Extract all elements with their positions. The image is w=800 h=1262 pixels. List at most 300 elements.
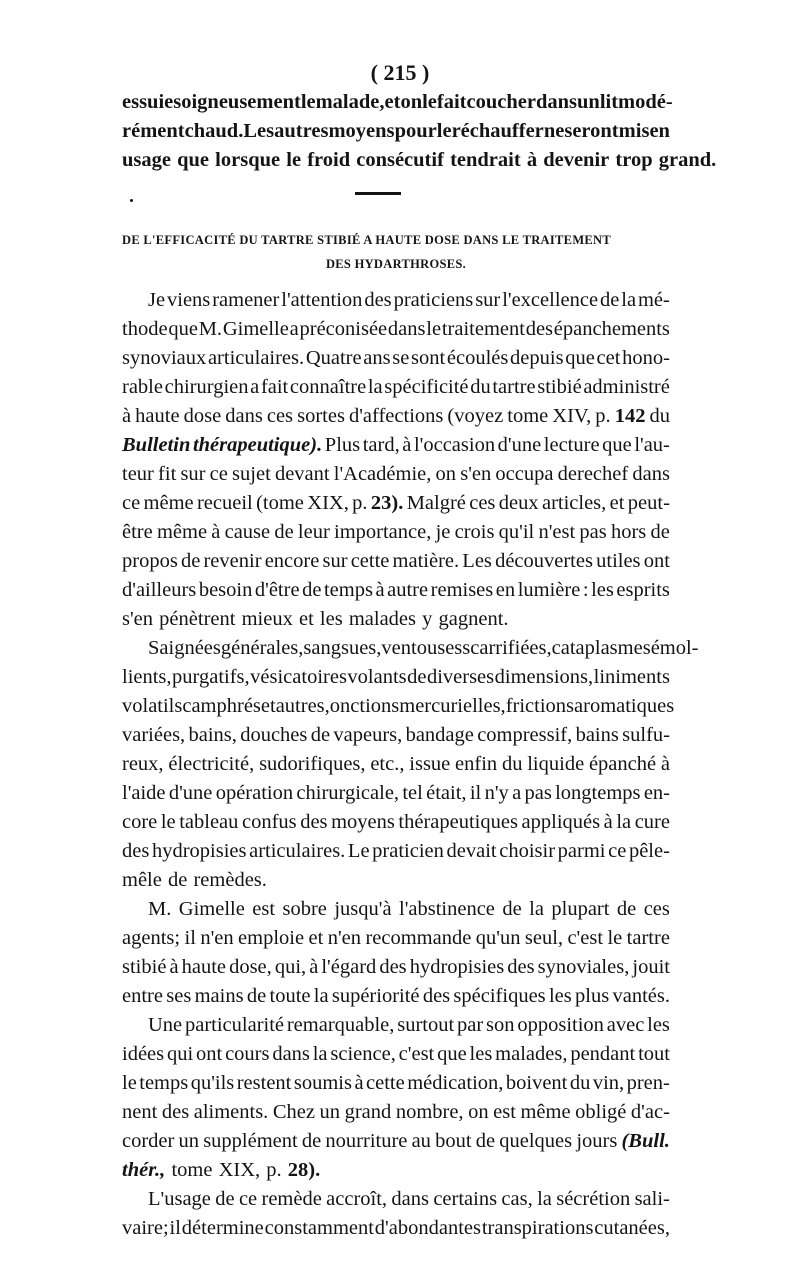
body-line bbox=[122, 1098, 670, 1127]
word: s'en bbox=[122, 608, 154, 630]
word: avec bbox=[606, 1014, 645, 1036]
word: à bbox=[354, 1072, 364, 1094]
word: Quatre bbox=[305, 347, 362, 369]
word: à bbox=[402, 434, 412, 456]
word: l'Académie, bbox=[333, 463, 432, 485]
word: préconisée bbox=[299, 318, 388, 340]
word: articulaires. bbox=[249, 840, 346, 862]
word: dose bbox=[183, 405, 222, 427]
word: Je bbox=[148, 289, 166, 311]
word: la bbox=[616, 811, 632, 833]
word: autres, bbox=[275, 695, 330, 717]
body-line bbox=[122, 982, 670, 1011]
word: mercurielles, bbox=[399, 695, 506, 717]
word: Une bbox=[148, 1014, 183, 1036]
word: spécifiques bbox=[453, 985, 546, 1007]
word: électricité, bbox=[168, 753, 255, 775]
body-line bbox=[122, 315, 670, 344]
word: vaire; bbox=[122, 1217, 169, 1239]
word: les bbox=[469, 1043, 493, 1065]
word: scarrifiées, bbox=[462, 637, 552, 659]
word: il bbox=[169, 1217, 181, 1239]
word: à bbox=[309, 956, 319, 978]
word: tartre bbox=[492, 376, 536, 398]
word: stibié bbox=[122, 956, 167, 978]
word: synoviales, bbox=[537, 956, 630, 978]
word: l'aide bbox=[122, 782, 166, 804]
word: lit bbox=[599, 91, 619, 113]
word: pas bbox=[579, 521, 607, 543]
word: rable bbox=[122, 376, 163, 398]
word: M. bbox=[198, 318, 223, 340]
word: deux bbox=[498, 492, 539, 514]
heading-line-1: DE L'EFFICACITÉ DU TARTRE STIBIÉ A HAUTE DOSE DANS LE TRAITEMENT bbox=[122, 233, 612, 247]
word: pendant bbox=[570, 1043, 636, 1065]
word: bains, bbox=[188, 724, 237, 746]
word: lumière bbox=[517, 579, 581, 601]
word: aromatiques bbox=[574, 695, 675, 717]
word: ce bbox=[608, 840, 627, 862]
word: peut- bbox=[627, 492, 670, 514]
word: encore bbox=[264, 550, 320, 572]
word: XIV, bbox=[552, 405, 592, 427]
word: soumis bbox=[293, 1072, 352, 1094]
word: diverses bbox=[426, 666, 495, 688]
body-line bbox=[122, 866, 670, 895]
word: ces bbox=[266, 405, 294, 427]
word: aliments. bbox=[193, 1101, 269, 1123]
word: d'une bbox=[497, 434, 542, 456]
word: utiles bbox=[596, 550, 641, 572]
word: devait bbox=[446, 840, 497, 862]
word: en- bbox=[643, 782, 670, 804]
word: cause bbox=[224, 521, 271, 543]
word: purgatifs, bbox=[172, 666, 250, 688]
word: ce bbox=[238, 1188, 258, 1210]
word: choisir bbox=[499, 840, 556, 862]
word: parmi bbox=[557, 840, 606, 862]
word: p. bbox=[595, 405, 611, 427]
word: découvertes bbox=[495, 550, 593, 572]
body-line bbox=[122, 431, 670, 460]
word: mé- bbox=[637, 289, 670, 311]
word: être bbox=[122, 521, 153, 543]
word: d'abondantes bbox=[374, 1217, 481, 1239]
word: core bbox=[122, 811, 158, 833]
word: le bbox=[300, 91, 316, 113]
body-line bbox=[122, 1156, 670, 1185]
word: thode bbox=[122, 318, 168, 340]
word: hydropisies bbox=[151, 840, 247, 862]
word: appliqués bbox=[521, 811, 601, 833]
word: fait bbox=[436, 91, 467, 113]
word: de bbox=[301, 1130, 322, 1152]
word: jusqu'à bbox=[334, 898, 392, 920]
word: moyens bbox=[328, 120, 395, 142]
word: supplément bbox=[203, 1130, 298, 1152]
word: confus bbox=[241, 811, 297, 833]
word: en bbox=[649, 120, 670, 142]
body-line bbox=[122, 1127, 670, 1156]
word: n'en bbox=[327, 927, 362, 949]
body-line bbox=[122, 779, 670, 808]
word: spécificité bbox=[384, 376, 469, 398]
word: à bbox=[660, 753, 670, 775]
word: chirurgicale, bbox=[296, 782, 400, 804]
word: Les bbox=[243, 120, 275, 142]
word: crois bbox=[454, 521, 495, 543]
word: un bbox=[178, 1130, 200, 1152]
word: des bbox=[507, 956, 535, 978]
word: remarquable, bbox=[286, 1014, 395, 1036]
word: coucher bbox=[466, 91, 536, 113]
word: de bbox=[246, 985, 267, 1007]
word: les bbox=[319, 608, 343, 630]
word: cet bbox=[596, 347, 621, 369]
word: l'égard bbox=[321, 956, 377, 978]
word: qui, bbox=[274, 956, 307, 978]
word: l'au- bbox=[634, 434, 670, 456]
word: p. bbox=[266, 1159, 282, 1181]
word: ont bbox=[643, 550, 670, 572]
word: onctions bbox=[329, 695, 400, 717]
word: à bbox=[122, 405, 132, 427]
word: jours bbox=[576, 1130, 618, 1152]
word: articles, bbox=[541, 492, 607, 514]
word: seront bbox=[564, 120, 619, 142]
word: qu'ils bbox=[190, 1072, 235, 1094]
word: à bbox=[603, 811, 613, 833]
word: qui bbox=[166, 1043, 194, 1065]
word: Bulletin bbox=[122, 434, 191, 456]
word: essuie bbox=[122, 91, 174, 113]
word: sobre bbox=[282, 898, 327, 920]
word: cette bbox=[350, 550, 390, 572]
word: froid bbox=[307, 149, 351, 171]
word: gagnent. bbox=[438, 608, 509, 630]
word: de bbox=[215, 1188, 235, 1210]
word: détermine bbox=[181, 1217, 264, 1239]
word: les bbox=[548, 985, 572, 1007]
word: accroît, bbox=[326, 1188, 388, 1210]
word: tome bbox=[171, 1159, 213, 1181]
word: fait bbox=[260, 376, 289, 398]
word: constamment bbox=[264, 1217, 374, 1239]
word: cataplasmes bbox=[551, 637, 651, 659]
word: que bbox=[177, 149, 210, 171]
word: l'occasion bbox=[413, 434, 496, 456]
word: thérapeutique). bbox=[192, 434, 323, 456]
word: idées bbox=[122, 1043, 165, 1065]
word: dans bbox=[391, 1188, 429, 1210]
word: des bbox=[525, 318, 554, 340]
word: la bbox=[621, 289, 637, 311]
word: entre bbox=[122, 985, 163, 1007]
word: mains bbox=[194, 985, 244, 1007]
word: sont bbox=[411, 347, 446, 369]
word: sur bbox=[322, 550, 348, 572]
word: occupa bbox=[495, 463, 554, 485]
word: émol- bbox=[650, 637, 699, 659]
word: bout bbox=[435, 1130, 472, 1152]
body-line bbox=[122, 460, 670, 489]
body-line bbox=[122, 663, 670, 692]
word: bains bbox=[575, 724, 619, 746]
closing-line bbox=[122, 146, 717, 175]
word: enfin bbox=[455, 753, 498, 775]
word: stibié bbox=[537, 376, 582, 398]
section-heading bbox=[122, 228, 670, 276]
word: d'ailleurs bbox=[122, 579, 197, 601]
word: était, bbox=[426, 782, 467, 804]
word: emploie bbox=[238, 927, 305, 949]
word: qu'il bbox=[498, 521, 535, 543]
word: ont bbox=[196, 1043, 223, 1065]
word: ans bbox=[363, 347, 391, 369]
closing-line bbox=[122, 88, 673, 117]
word: Plus bbox=[324, 434, 361, 456]
word: médication, bbox=[407, 1072, 504, 1094]
word: générales, bbox=[220, 637, 304, 659]
word: à bbox=[526, 149, 538, 171]
body-line bbox=[122, 1069, 670, 1098]
word: ce bbox=[209, 463, 228, 485]
word: mieux bbox=[241, 608, 293, 630]
word: mêle bbox=[122, 869, 162, 891]
word: recommande bbox=[365, 927, 472, 949]
word: au bbox=[411, 1130, 431, 1152]
word: la bbox=[367, 376, 383, 398]
word: issue bbox=[409, 753, 451, 775]
word: revenir bbox=[203, 550, 262, 572]
word: la bbox=[537, 1188, 552, 1210]
word: traitement bbox=[441, 318, 525, 340]
word: a bbox=[250, 376, 260, 398]
word: grand bbox=[344, 1101, 392, 1123]
word: M. bbox=[148, 898, 172, 920]
word: de bbox=[650, 521, 670, 543]
word: écoulés bbox=[446, 347, 509, 369]
word: malade, bbox=[315, 91, 385, 113]
word: a bbox=[512, 782, 522, 804]
word: de bbox=[407, 666, 427, 688]
body-line bbox=[122, 605, 670, 634]
word: praticiens bbox=[393, 289, 474, 311]
word: même bbox=[156, 521, 208, 543]
word: matière. bbox=[392, 550, 460, 572]
word: des bbox=[379, 956, 407, 978]
word: variées, bbox=[122, 724, 186, 746]
word: tel bbox=[402, 782, 423, 804]
word: d'affections bbox=[348, 405, 444, 427]
word: malades, bbox=[495, 1043, 568, 1065]
word: à bbox=[375, 579, 385, 601]
word: liquide bbox=[527, 753, 585, 775]
word: son bbox=[486, 1014, 515, 1036]
word: par bbox=[457, 1014, 484, 1036]
word: XIX, bbox=[307, 492, 349, 514]
body-line bbox=[122, 547, 670, 576]
word: boivent bbox=[505, 1072, 568, 1094]
word: administré bbox=[583, 376, 670, 398]
word: de bbox=[616, 898, 637, 920]
word: lorsque bbox=[215, 149, 281, 171]
word: ce bbox=[122, 492, 141, 514]
word: Gimelle bbox=[222, 318, 289, 340]
body-line bbox=[122, 373, 670, 402]
word: à bbox=[169, 956, 179, 978]
heading-line-2: DES HYDARTHROSES. bbox=[325, 257, 467, 271]
word: propos bbox=[122, 550, 178, 572]
word: importance, bbox=[334, 521, 432, 543]
word: et bbox=[298, 608, 314, 630]
word: dimensions, bbox=[494, 666, 594, 688]
word: pren- bbox=[626, 1072, 670, 1094]
word: remèdes. bbox=[193, 869, 267, 891]
word: et bbox=[260, 695, 276, 717]
word: l'attention bbox=[281, 289, 363, 311]
word: thér., bbox=[122, 1159, 166, 1181]
word: haute bbox=[135, 405, 180, 427]
word: usage bbox=[122, 149, 171, 171]
word: moyens bbox=[331, 811, 395, 833]
word: un bbox=[319, 1101, 341, 1123]
word: science, bbox=[330, 1043, 396, 1065]
word: modé- bbox=[618, 91, 673, 113]
word: tendrait bbox=[450, 149, 521, 171]
word: rément bbox=[122, 120, 185, 142]
word: dose, bbox=[229, 956, 272, 978]
word: les bbox=[591, 579, 614, 601]
word: douches bbox=[240, 724, 308, 746]
word: je bbox=[435, 521, 451, 543]
word: Gimelle bbox=[178, 898, 245, 920]
word: réchauffer bbox=[451, 120, 544, 142]
page-number: ( 215 ) bbox=[370, 60, 430, 85]
body-line bbox=[122, 489, 670, 518]
word: cette bbox=[366, 1072, 405, 1094]
word: le bbox=[607, 927, 623, 949]
word: l'abstinence bbox=[399, 898, 495, 920]
word: est bbox=[252, 898, 276, 920]
word: quelques bbox=[499, 1130, 573, 1152]
word: L'usage bbox=[148, 1188, 211, 1210]
word: les bbox=[647, 1014, 670, 1036]
word: épanchements bbox=[553, 318, 670, 340]
word: y bbox=[422, 608, 433, 630]
word: n'en bbox=[200, 927, 234, 949]
word: à bbox=[211, 521, 221, 543]
word: plus bbox=[575, 985, 610, 1007]
word: besoin bbox=[198, 579, 253, 601]
word: pénètrent bbox=[159, 608, 236, 630]
word: seul, bbox=[524, 927, 564, 949]
word: dans bbox=[272, 1043, 310, 1065]
word: volants bbox=[347, 666, 407, 688]
word: ventouses bbox=[381, 637, 463, 659]
body-line bbox=[122, 402, 670, 431]
word: surtout bbox=[397, 1014, 455, 1036]
word: tartre bbox=[626, 927, 670, 949]
word: tout bbox=[638, 1043, 670, 1065]
word: vapeurs, bbox=[333, 724, 403, 746]
word: (tome bbox=[256, 492, 304, 514]
word: cours bbox=[225, 1043, 270, 1065]
word: épanché bbox=[588, 753, 657, 775]
word: des bbox=[300, 811, 328, 833]
word: pour bbox=[394, 120, 437, 142]
word: même bbox=[143, 492, 194, 514]
word: leur bbox=[297, 521, 330, 543]
word: sujet bbox=[232, 463, 271, 485]
body-line bbox=[122, 953, 670, 982]
word: Les bbox=[462, 550, 492, 572]
word: dans bbox=[535, 91, 577, 113]
word: n'y bbox=[484, 782, 509, 804]
word: Chez bbox=[272, 1101, 315, 1123]
word: certains bbox=[433, 1188, 498, 1210]
word: dans bbox=[632, 463, 670, 485]
word: devenir bbox=[543, 149, 610, 171]
body-line bbox=[122, 692, 675, 721]
word: ces bbox=[469, 492, 496, 514]
word: des bbox=[161, 1101, 190, 1123]
word: Saignées bbox=[148, 637, 221, 659]
word: remises bbox=[430, 579, 494, 601]
body-line bbox=[122, 1040, 670, 1069]
word: de bbox=[180, 550, 201, 572]
word: c'est bbox=[398, 1043, 435, 1065]
word: remède bbox=[261, 1188, 322, 1210]
closing-line bbox=[122, 117, 670, 146]
stray-dot bbox=[130, 199, 133, 202]
word: agents; bbox=[122, 927, 181, 949]
word: opération bbox=[215, 782, 294, 804]
word: le bbox=[122, 1072, 137, 1094]
word: on bbox=[435, 463, 457, 485]
word: tableau bbox=[179, 811, 239, 833]
word: du bbox=[501, 753, 523, 775]
word: longtemps bbox=[555, 782, 641, 804]
word: synoviaux bbox=[122, 347, 207, 369]
word: et bbox=[609, 492, 625, 514]
word: sali- bbox=[634, 1188, 670, 1210]
word: hono- bbox=[622, 347, 670, 369]
word: nombre, bbox=[395, 1101, 464, 1123]
word: thérapeutiques bbox=[398, 811, 518, 833]
word: ne bbox=[543, 120, 565, 142]
word: le bbox=[436, 120, 452, 142]
word: sécrétion bbox=[556, 1188, 631, 1210]
word: que bbox=[437, 1043, 467, 1065]
word: a bbox=[289, 318, 299, 340]
word: n'est bbox=[538, 521, 576, 543]
word: que bbox=[168, 318, 198, 340]
word: et bbox=[384, 91, 401, 113]
body-line bbox=[122, 808, 670, 837]
word: et bbox=[308, 927, 324, 949]
word: ces bbox=[643, 898, 670, 920]
word: devant bbox=[274, 463, 330, 485]
body-line bbox=[122, 837, 670, 866]
body-line bbox=[122, 286, 670, 315]
word: le bbox=[422, 91, 437, 113]
word: de bbox=[310, 724, 331, 746]
word: vantés. bbox=[612, 985, 670, 1007]
word: s'en bbox=[460, 463, 492, 485]
word: pas bbox=[524, 782, 552, 804]
word: transpirations bbox=[481, 1217, 594, 1239]
